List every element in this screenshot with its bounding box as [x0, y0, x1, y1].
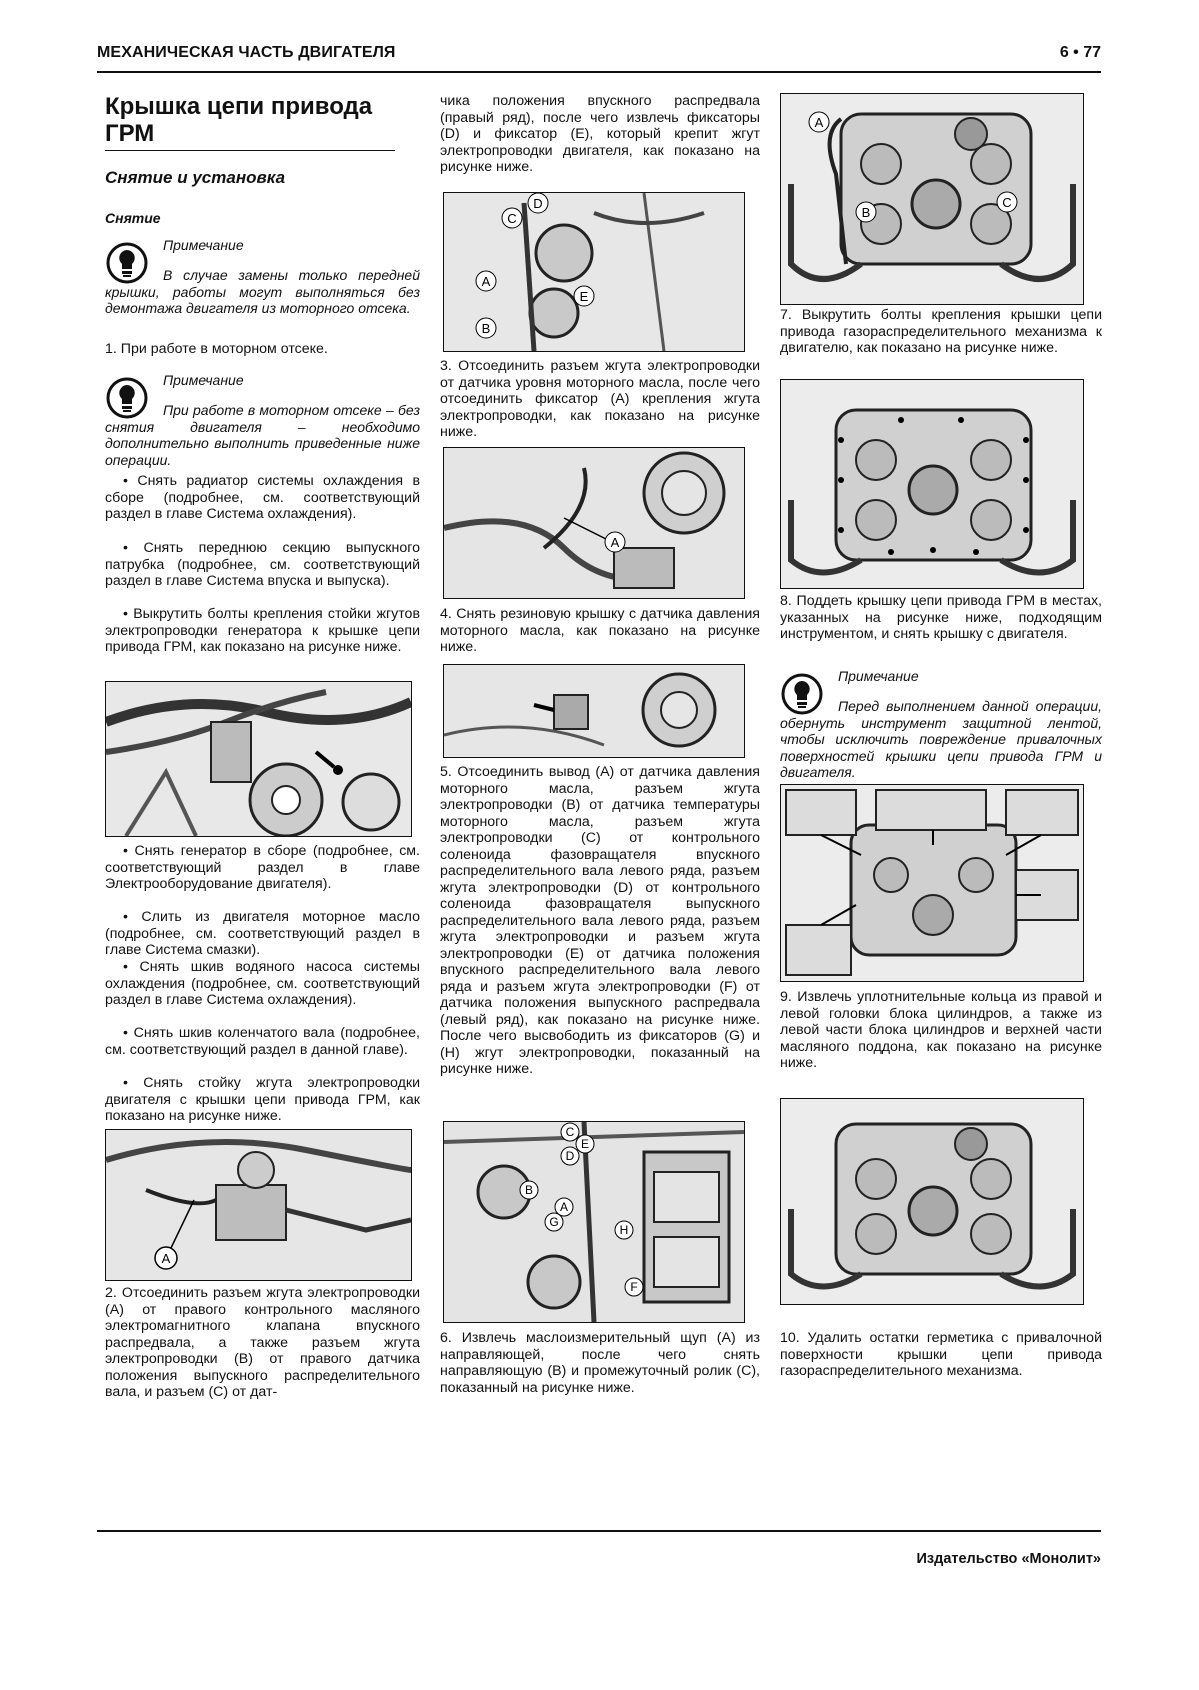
bullet-radiator: • Снять радиатор системы охлаждения в сборе (подробнее, см. соответствующий раздел в главе Система охлаждения).	[105, 473, 420, 523]
figure-harness-stay	[105, 681, 412, 837]
bullet-harness-bolts: • Выкрутить болты крепления стойки жгутов электропроводки генератора к крышке цепи привода ГРМ, как показано на рисунке ниже.	[105, 606, 420, 656]
figure-step-7	[780, 379, 1084, 589]
callout-label: E	[579, 289, 589, 304]
callout-label: B	[524, 1183, 534, 1197]
note-text: В случае замены только передней крышки, работы могут выполняться без демонтажа двигателя из моторного отсека.	[105, 267, 420, 316]
callout-label: A	[610, 535, 620, 550]
callout-label: A	[161, 1251, 171, 1266]
callout-label: F	[630, 1280, 638, 1294]
note-heading: Примечание	[163, 237, 244, 253]
note-3	[780, 668, 1102, 780]
note-2	[105, 372, 420, 468]
note-1	[105, 237, 420, 317]
header-rule	[97, 71, 1101, 73]
bullet-harness-stay: • Снять стойку жгута электропроводки двигателя с крышки цепи привода ГРМ, как показано на рисунке ниже.	[105, 1075, 420, 1125]
figure-step-2-detail	[443, 192, 745, 352]
note-heading: Примечание	[163, 372, 244, 388]
publisher-footer: Издательство «Монолит»	[916, 1551, 1101, 1567]
page-header	[97, 44, 1101, 68]
figure-step-8	[780, 784, 1084, 982]
subsection-title: Снятие	[105, 210, 161, 226]
callout-label: A	[559, 1200, 569, 1214]
figure-step-3	[443, 447, 745, 599]
callout-label: D	[565, 1149, 575, 1163]
figure-step-6	[780, 93, 1084, 305]
callout-label: H	[619, 1223, 629, 1237]
figure-step-2	[105, 1129, 412, 1281]
step-7: 7. Выкрутить болты крепления крышки цепи привода газораспределительного механизма к двигателю, как показано на рисунке ниже.	[780, 307, 1102, 356]
step-1: 1. При работе в моторном отсеке.	[105, 341, 328, 357]
footer-rule	[97, 1530, 1101, 1532]
callout-label: A	[814, 115, 824, 130]
step-9: 9. Извлечь уплотнительные кольца из правой и левой головки блока цилиндров, а также из левой части блока цилиндров и верхней части масляного поддона, как показано на рисунке ниже.	[780, 989, 1102, 1071]
step-3: 3. Отсоединить разъем жгута электропроводки от датчика уровня моторного масла, после чего отсоединить фиксатор (А) крепления жгута электропроводки, как показано на рисунке ниже.	[440, 358, 760, 440]
step-8: 8. Поддеть крышку цепи привода ГРМ в местах, указанных на рисунке ниже, подходящим инструментом, и снять крышку с двигателя.	[780, 593, 1102, 642]
section-subtitle: Снятие и установка	[105, 168, 286, 187]
callout-label: A	[481, 274, 491, 289]
step-4: 4. Снять резиновую крышку с датчика давления моторного масла, как показано на рисунке ниже.	[440, 606, 760, 655]
callout-label: G	[549, 1215, 559, 1229]
callout-label: E	[580, 1137, 590, 1151]
step-2-continued: чика положения впускного распредвала (правый ряд), после чего извлечь фиксаторы (D) и фиксатор (Е), который крепит жгут электропроводки двигателя, как показано на рисунке ниже.	[440, 93, 760, 175]
callout-label: D	[533, 196, 543, 211]
callout-label: C	[507, 211, 517, 226]
bullet-water-pump: • Снять шкив водяного насоса системы охлаждения (подробнее, см. соответствующий раздел в главе Система охлаждения).	[105, 959, 420, 1009]
callout-label: C	[565, 1125, 575, 1139]
callout-label: C	[1002, 195, 1012, 210]
step-2: 2. Отсоединить разъем жгута электропроводки (А) от правого контрольного масляного электромагнитного клапана впускного распредвала, а также разъем жгута электропроводки (В) от правого датчика положения выпускного распределительного вала, и разъем (С) от дат-	[105, 1285, 420, 1400]
figure-step-5	[443, 1121, 745, 1323]
callout-label: B	[481, 321, 491, 336]
section-title: МЕХАНИЧЕСКАЯ ЧАСТЬ ДВИГАТЕЛЯ	[97, 44, 396, 61]
figure-step-4	[443, 664, 745, 758]
step-6: 6. Извлечь маслоизмерительный щуп (А) из направляющей, после чего снять направляющую (В) и промежуточный ролик (С), показанный на рисунке ниже.	[440, 1330, 760, 1396]
article-title: Крышка цепи привода ГРМ	[105, 93, 395, 151]
step-5: 5. Отсоединить вывод (А) от датчика давления моторного масла, разъем жгута электропроводки (В) от датчика температуры моторного масла, разъем жгута электропроводки (С) от контрольного соленоида фазовращателя впускного распределительного вала левого ряда, разъем жгута электропроводки (D) от контрольного соленоида фазовращателя выпускного распределительного вала левого ряда, разъем жгута электропроводки и разъем жгута электропроводки (Е) от датчика положения впускного распределительного вала левого ряда и разъем жгута электропроводки (F) от датчика положения выпускного распредвала (левый ряд), как показано на рисунке ниже. После чего высвободить из фиксаторов (G) и (Н) жгут электропроводки, показанный на рисунке ниже.	[440, 764, 760, 1077]
note-heading: Примечание	[838, 668, 919, 684]
bullet-crank-pulley: • Снять шкив коленчатого вала (подробнее, см. соответствующий раздел в данной главе).	[105, 1025, 420, 1058]
bullet-oil-drain: • Слить из двигателя моторное масло (подробнее, см. соответствующий раздел в главе Система смазки).	[105, 909, 420, 959]
figure-step-9	[780, 1098, 1084, 1305]
bullet-exhaust: • Снять переднюю секцию выпускного патрубка (подробнее, см. соответствующий раздел в главе Система впуска и выпуска).	[105, 540, 420, 590]
page-number: 6 • 77	[1059, 44, 1101, 61]
bullet-generator: • Снять генератор в сборе (подробнее, см. соответствующий раздел в главе Электрооборудование двигателя).	[105, 843, 420, 893]
note-text: При работе в моторном отсеке – без снятия двигателя – необходимо дополнительно выполнить приведенные ниже операции.	[105, 402, 420, 468]
callout-label: B	[861, 205, 871, 220]
note-text: Перед выполнением данной операции, обернуть инструмент защитной лентой, чтобы исключить повреждение привалочных поверхностей крышки цепи привода ГРМ и двигателя.	[780, 698, 1102, 780]
step-10: 10. Удалить остатки герметика с привалочной поверхности крышки цепи привода газораспределительного механизма.	[780, 1330, 1102, 1379]
